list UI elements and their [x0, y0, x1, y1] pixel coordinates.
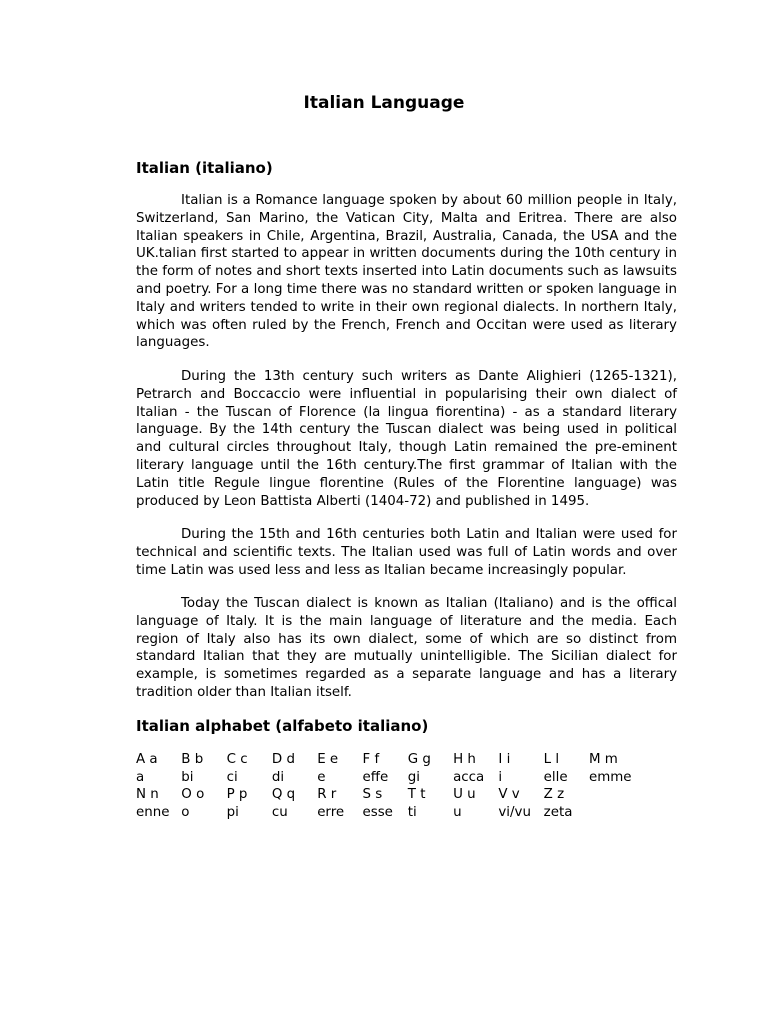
alphabet-name-cell: bi	[181, 769, 194, 785]
alphabet-letter-row	[136, 751, 634, 769]
alphabet-name-cell: vi/vu	[498, 804, 531, 820]
alphabet-name-row	[136, 804, 634, 822]
alphabet-name-cell: gi	[407, 769, 421, 785]
alphabet-letter-cell: Z z	[543, 787, 565, 802]
alphabet-letter-row	[136, 786, 634, 804]
alphabet-name-cell: o	[181, 804, 190, 820]
alphabet-letter-cell: P p	[226, 787, 248, 802]
alphabet-name-cell: ti	[407, 804, 417, 820]
section-heading-alphabet: Italian alphabet (alfabeto italiano)	[136, 717, 429, 735]
alphabet-letter-cell: N n	[136, 787, 159, 802]
alphabet-name-cell: zeta	[543, 804, 573, 820]
alphabet-letter-cell	[589, 786, 634, 804]
alphabet-letter-cell: T t	[407, 787, 426, 802]
alphabet-letter-cell: R r	[317, 787, 337, 802]
alphabet-letter-cell: S s	[362, 787, 383, 802]
document-title: Italian Language	[303, 93, 465, 113]
paragraph-introduction: Italian is a Romance language spoken by about 60 million people in Italy, Switzerland, San Marino, the Vatican City, Malta and Eritrea. There are also Italian speakers in Chile, Argentina, Brazil, Australia, Canada, the USA and the UK.talian first started to appear in written documents during the 10th century in the form of notes and short texts inserted into Latin documents such as lawsuits and poetry. For a long time there was no standard written or spoken language in Italy and writers tended to write in their own regional dialects. In northern Italy, which was often ruled by the French, French and Occitan were used as literary languages.	[136, 193, 677, 351]
alphabet-letter-cell: Q q	[271, 787, 296, 802]
alphabet-name-cell: esse	[362, 804, 393, 820]
alphabet-letter-cell: F f	[362, 752, 380, 767]
alphabet-name-cell: ci	[226, 769, 238, 785]
alphabet-name-cell: emme	[588, 769, 632, 785]
alphabet-name-row	[136, 769, 634, 787]
alphabet-letter-cell: L l	[543, 752, 560, 767]
paragraph-history: During the 13th century such writers as Dante Alighieri (1265-1321), Petrarch and Boccaccio were influential in popularising their own dialect of Italian - the Tuscan of Florence (la lingua fiorentina) - as a standard literary language. By the 14th century the Tuscan dialect was being used in political and cultural circles throughout Italy, though Latin remained the pre-eminent literary language until the 16th century.The first grammar of Italian with the Latin title Regule lingue florentine (Rules of the Florentine language) was produced by Leon Battista Alberti (1404-72) and published in 1495.	[136, 369, 677, 509]
alphabet-name-cell: cu	[271, 804, 288, 820]
alphabet-name-cell: pi	[226, 804, 239, 820]
alphabet-name-cell: a	[136, 769, 145, 785]
alphabet-letter-cell: M m	[588, 752, 618, 767]
alphabet-letter-cell: C c	[226, 752, 248, 767]
alphabet-name-cell: acca	[453, 769, 485, 785]
alphabet-letter-cell: D d	[271, 752, 295, 767]
paragraph-modern-italian: Today the Tuscan dialect is known as Italian (Italiano) and is the offical language of Italy. It is the main language of literature and the media. Each region of Italy also has its own dialect, some of which are so distinct from standard Italian that they are mutually unintelligible. The Sicilian dialect for example, is sometimes regarded as a separate language and has a literary tradition older than Italian itself.	[136, 596, 677, 700]
alphabet-letter-cell: G g	[407, 752, 431, 767]
alphabet-letter-cell: O o	[181, 787, 205, 802]
alphabet-letter-cell: I i	[498, 752, 511, 767]
alphabet-name-cell: erre	[317, 804, 345, 820]
alphabet-name-cell: di	[271, 769, 285, 785]
alphabet-name-cell: u	[453, 804, 462, 820]
paragraph-technical-texts: During the 15th and 16th centuries both Latin and Italian were used for technical and scientific texts. The Italian used was full of Latin words and over time Latin was used less and less as Italian became increasingly popular.	[136, 527, 677, 578]
alphabet-name-cell: elle	[543, 769, 568, 785]
alphabet-name-cell: e	[317, 769, 326, 785]
alphabet-table	[136, 751, 634, 821]
alphabet-letter-cell: B b	[181, 752, 204, 767]
alphabet-name-cell: enne	[136, 804, 170, 820]
alphabet-name-cell: effe	[362, 769, 389, 785]
alphabet-letter-cell: H h	[453, 752, 476, 767]
alphabet-letter-cell: A a	[136, 752, 158, 767]
alphabet-letter-cell: V v	[498, 787, 520, 802]
section-heading-italian: Italian (italiano)	[136, 159, 273, 177]
alphabet-name-cell: i	[498, 769, 503, 785]
alphabet-letter-cell: E e	[317, 752, 339, 767]
alphabet-name-cell	[589, 804, 634, 822]
alphabet-letter-cell: U u	[453, 787, 476, 802]
